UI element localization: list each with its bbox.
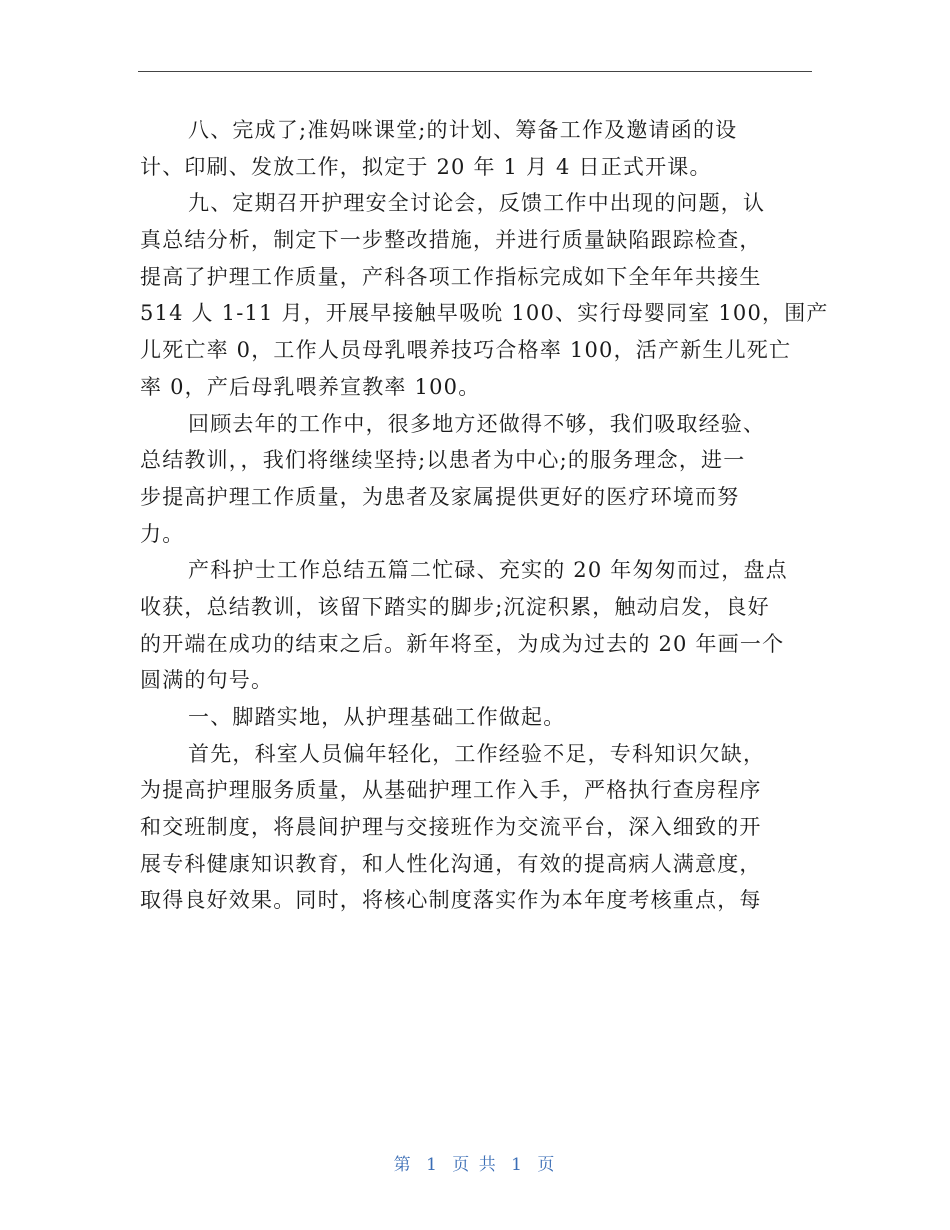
paragraph xyxy=(140,185,829,405)
paragraph-line: 展专科健康知识教育，和人性化沟通，有效的提高病人满意度， xyxy=(140,851,762,876)
paragraph-line: 八、完成了;准妈咪课堂;的计划、筹备工作及邀请函的设 xyxy=(188,118,738,142)
paragraph-line: 一、脚踏实地，从护理基础工作做起。 xyxy=(188,705,566,729)
header-rule xyxy=(138,71,812,72)
paragraph-line: 总结教训，，我们将继续坚持;以患者为中心;的服务理念，进一 xyxy=(140,448,746,473)
paragraph-line: 的开端在成功的结束之后。新年将至，为成为过去的 20 年画一个 xyxy=(140,631,785,656)
paragraph-line: 首先，科室人员偏年轻化，工作经验不足，专科知识欠缺， xyxy=(188,741,766,766)
paragraph-line: 回顾去年的工作中，很多地方还做得不够，我们吸取经验、 xyxy=(188,411,766,436)
footer-suffix: 页 xyxy=(537,1155,557,1175)
paragraph xyxy=(140,699,820,736)
paragraph-line: 步提高护理工作质量，为患者及家属提供更好的医疗环境而努 xyxy=(140,484,740,509)
document-body xyxy=(140,112,829,919)
paragraph-line: 率 0，产后母乳喂养宣教率 100。 xyxy=(140,374,481,399)
paragraph-line: 圆满的句号。 xyxy=(140,668,274,693)
paragraph-line: 和交班制度，将晨间护理与交接班作为交流平台，深入细致的开 xyxy=(140,815,762,840)
footer-prefix: 第 xyxy=(393,1155,413,1175)
paragraph-line: 九、定期召开护理安全讨论会，反馈工作中出现的问题，认 xyxy=(188,191,766,216)
page-footer xyxy=(0,1150,950,1175)
paragraph-line: 产科护士工作总结五篇二忙碌、充实的 20 年匆匆而过，盘点 xyxy=(188,558,788,583)
footer-current-page: 1 xyxy=(426,1155,439,1175)
paragraph xyxy=(140,112,820,185)
paragraph-line: 力。 xyxy=(140,521,185,546)
paragraph-line: 提高了护理工作质量，产科各项工作指标完成如下全年年共接生 xyxy=(140,264,762,289)
paragraph-line: 514 人 1-11 月，开展早接触早吸吮 100、实行母婴同室 100，围产 xyxy=(140,301,829,326)
paragraph-line: 收获，总结教训，该留下踏实的脚步;沉淀积累，触动启发，良好 xyxy=(140,594,770,619)
paragraph-line: 为提高护理服务质量，从基础护理工作入手，严格执行查房程序 xyxy=(140,778,762,803)
paragraph-line: 计、印刷、发放工作，拟定于 20 年 1 月 4 日正式开课。 xyxy=(140,154,712,179)
footer-middle: 页 共 xyxy=(452,1155,498,1175)
paragraph xyxy=(140,736,820,919)
paragraph xyxy=(140,406,820,553)
paragraph-line: 取得良好效果。同时，将核心制度落实作为本年度考核重点，每 xyxy=(140,888,762,913)
footer-total-pages: 1 xyxy=(511,1155,524,1175)
paragraph-line: 儿死亡率 0，工作人员母乳喂养技巧合格率 100，活产新生儿死亡 xyxy=(140,338,792,363)
paragraph-line: 真总结分析，制定下一步整改措施，并进行质量缺陷跟踪检查， xyxy=(140,228,762,253)
paragraph xyxy=(140,552,820,699)
